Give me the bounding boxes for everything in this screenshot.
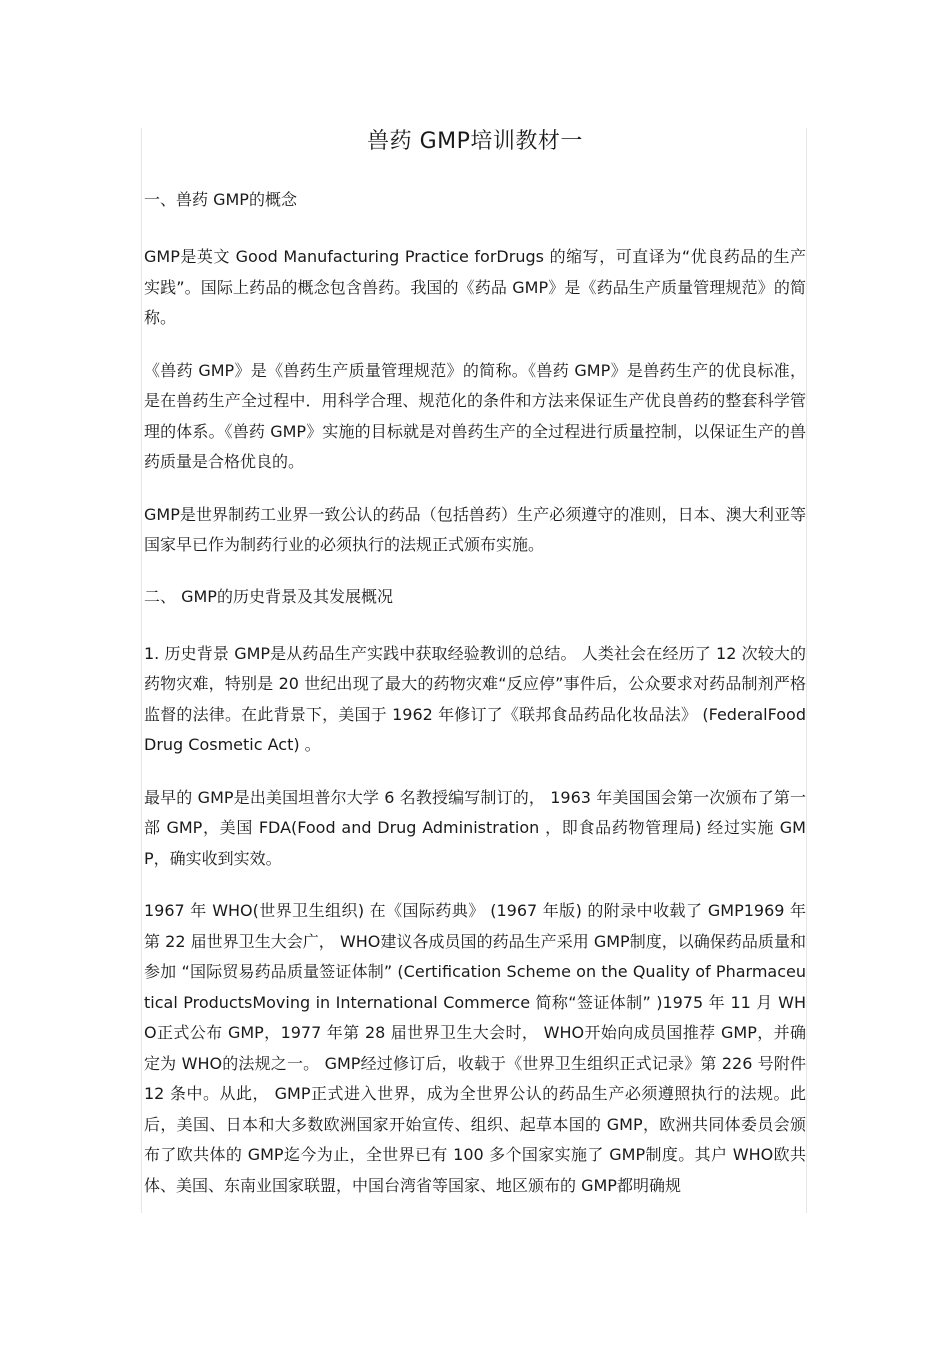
right-margin-rule [806,128,807,1213]
paragraph: 最早的 GMP是出美国坦普尔大学 6 名教授编写制订的， 1963 年美国国会第一次颁布了第一部 GMP，美国 FDA(Food and Drug Administration ，即食品药物管理局) 经过实施 GMP，确实收到实效。 [144,787,806,868]
left-margin-rule [141,128,142,1213]
section-concept [144,186,806,561]
paragraph: 1. 历史背景 GMP是从药品生产实践中获取经验教训的总结。 人类社会在经历了 12 次较大的药物灾难，特别是 20 世纪出现了最大的药物灾难“反应停”事件后，公众要求对药品制剂严格监督的法律。在此背景下，美国于 1962 年修订了《联邦食品药品化妆品法》 (FederalFood Drug Cosmetic Act) 。 [144,643,806,754]
document-body [144,124,806,1223]
section-heading: 二、 GMP的历史背景及其发展概况 [144,586,393,606]
paragraph: GMP是世界制药工业界一致公认的药品（包括兽药）生产必须遵守的准则，日本、澳大利亚等国家早已作为制药行业的必须执行的法规正式颁布实施。 [144,504,806,554]
paragraph: 《兽药 GMP》是《兽药生产质量管理规范》的简称。《兽药 GMP》是兽药生产的优良标准，是在兽药生产全过程中．用科学合理、规范化的条件和方法来保证生产优良兽药的整套科学管理的体系。《兽药 GMP》实施的目标就是对兽药生产的全过程进行质量控制，以保证生产的兽药质量是合格优良的。 [144,360,806,471]
document-title: 兽药 GMP培训教材一 [367,129,583,154]
section-heading: 一、兽药 GMP的概念 [144,190,297,209]
paragraph: GMP是英文 Good Manufacturing Practice forDrugs 的缩写，可直译为“优良药品的生产实践”。国际上药品的概念包含兽药。我国的《药品 GMP》是《药品生产质量管理规范》的简称。 [144,247,806,327]
section-history [144,583,806,1202]
paragraph: 1967 年 WHO(世界卫生组织) 在《国际药典》 (1967 年版) 的附录中收载了 GMP1969 年第 22 届世界卫生大会广， WHO建议各成员国的药品生产采用 GMP制度，以确保药品质量和参加 “国际贸易药品质量签证体制” (Certification Scheme on the Quality of Pharmaceutical ProductsMoving in International Commerce 简称“签证体制” )1975 年 11 月 WHO正式公布 GMP，1977 年第 28 届世界卫生大会时， WHO开始向成员国推荐 GMP，并确定为 WHO的法规之一。 GMP经过修订后，收载于《世界卫生组织正式记录》第 226 号附件 12 条中。从此， GMP正式进入世界，成为全世界公认的药品生产必须遵照执行的法规。此后，美国、日本和大多数欧洲国家开始宣传、组织、起草本国的 GMP，欧洲共同体委员会颁布了欧共体的 GMP迄今为止，全世界已有 100 多个国家实施了 GMP制度。其户 WHO欧共体、美国、东南业国家联盟，中国台湾省等国家、地区颁布的 GMP都明确规 [144,901,806,1195]
